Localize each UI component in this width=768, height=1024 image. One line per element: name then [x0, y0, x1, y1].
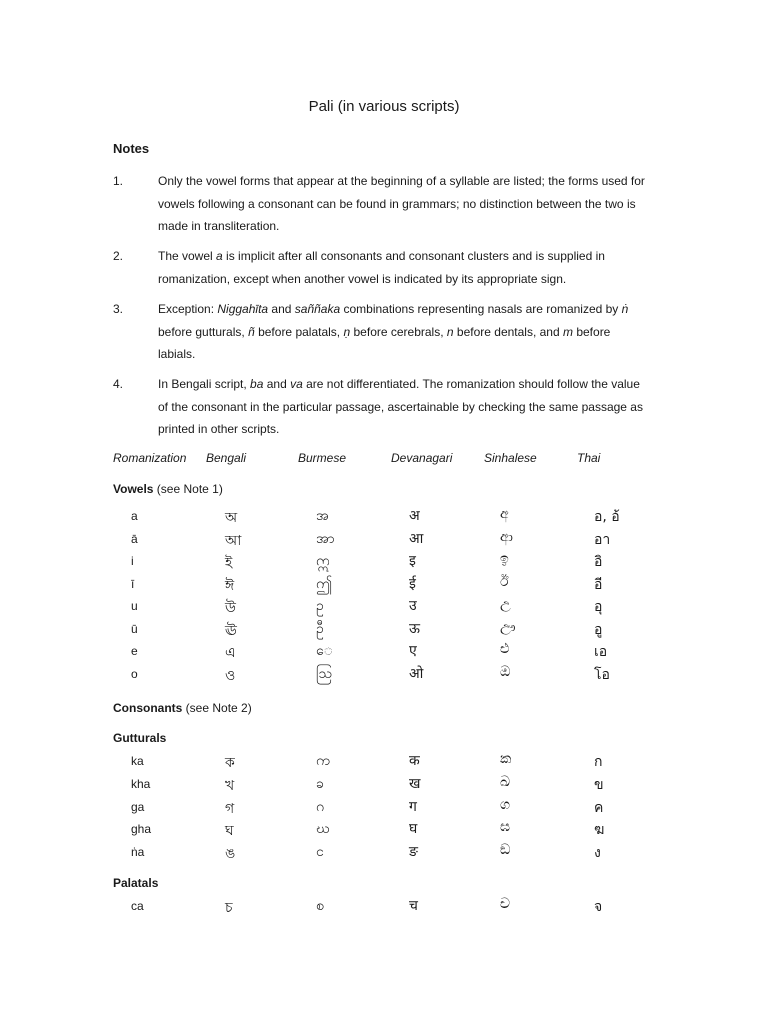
- script-glyph-cell: ඊ: [500, 573, 509, 590]
- romanization-cell: o: [131, 666, 138, 681]
- palatals-heading: Palatals: [113, 876, 159, 890]
- script-glyph-cell: อิ: [594, 554, 603, 570]
- script-glyph-cell: ฆ: [594, 822, 605, 839]
- table-row: [0, 773, 768, 799]
- table-row: [0, 618, 768, 644]
- script-glyph-cell: ग: [409, 798, 417, 815]
- note-number: 2.: [113, 249, 124, 263]
- script-glyph-cell: গ: [225, 800, 235, 817]
- table-row: [0, 796, 768, 822]
- script-glyph-cell: ค: [594, 799, 604, 816]
- script-glyph-cell: ए: [409, 643, 417, 659]
- romanization-cell: gha: [131, 822, 152, 837]
- script-glyph-cell: ေ: [316, 643, 333, 659]
- script-glyph-cell: อุ: [594, 599, 603, 615]
- table-row: [0, 751, 768, 776]
- romanization-cell: ū: [131, 621, 138, 636]
- note-number: 1.: [113, 174, 124, 188]
- script-glyph-cell: ဣ: [316, 553, 330, 569]
- script-glyph-cell: ঙ: [225, 846, 236, 863]
- romanization-cell: ca: [131, 899, 144, 913]
- note-number: 3.: [113, 302, 124, 316]
- romanization-cell: ga: [131, 799, 145, 814]
- table-row: [0, 596, 768, 621]
- table-header: [0, 451, 768, 469]
- notes-heading: Notes: [113, 141, 150, 156]
- romanization-cell: a: [131, 509, 138, 523]
- table-row: [0, 896, 768, 921]
- script-glyph-cell: অ: [225, 510, 238, 526]
- script-glyph-cell: আ: [225, 532, 242, 549]
- script-glyph-cell: ဦ: [316, 620, 324, 637]
- script-glyph-cell: อี: [594, 576, 603, 593]
- script-glyph-cell: अ: [409, 508, 420, 524]
- gutturals-heading: Gutturals: [113, 731, 167, 745]
- script-glyph-cell: ও: [225, 667, 236, 684]
- note-text: The vowel a is implicit after all consonants and consonant clusters and is supplied in romanization, except when another vowel is indicated by its appropriate sign.: [158, 249, 605, 286]
- table-row: [0, 573, 768, 599]
- table-row: [0, 551, 768, 576]
- column-header: Sinhalese: [484, 451, 537, 465]
- script-glyph-cell: ဤ: [316, 575, 333, 592]
- column-header: Romanization: [113, 451, 187, 465]
- table-row: [0, 842, 768, 867]
- script-glyph-cell: ঘ: [225, 823, 234, 840]
- script-glyph-cell: จ: [594, 899, 603, 915]
- script-glyph-cell: อา: [594, 531, 611, 548]
- script-glyph-cell: ဥ: [316, 598, 324, 614]
- script-glyph-cell: อ, อ้: [594, 509, 620, 525]
- script-glyph-cell: อู: [594, 621, 603, 638]
- script-glyph-cell: အ: [316, 508, 329, 524]
- script-glyph-cell: ก: [594, 754, 603, 770]
- script-glyph-cell: เอ: [594, 644, 608, 660]
- note-text: In Bengali script, ba and va are not differentiated. The romanization should follow the value of the consonant in the particular passage, ascertainable by checking the same passage as printed in other scripts.: [158, 377, 643, 436]
- script-glyph-cell: ง: [594, 845, 601, 862]
- script-glyph-cell: ච: [500, 896, 511, 912]
- page-title: Pali (in various scripts): [308, 98, 460, 115]
- script-glyph-cell: ओ: [409, 665, 424, 682]
- table-row: [0, 641, 768, 666]
- romanization-cell: ā: [131, 531, 138, 546]
- vowels-heading: Vowels (see Note 1): [113, 482, 223, 496]
- script-glyph-cell: आ: [409, 530, 424, 547]
- script-glyph-cell: ඞ: [500, 842, 511, 859]
- script-glyph-cell: ข: [594, 776, 604, 793]
- script-glyph-cell: โอ: [594, 666, 610, 683]
- column-header: Bengali: [206, 451, 247, 465]
- script-glyph-cell: ඉ: [500, 551, 509, 567]
- consonants-heading: Consonants (see Note 2): [113, 701, 252, 715]
- script-glyph-cell: ඔ: [500, 663, 511, 680]
- script-glyph-cell: ই: [225, 555, 233, 571]
- script-glyph-cell: উ: [225, 600, 236, 616]
- script-glyph-cell: စ: [316, 898, 324, 914]
- script-glyph-cell: ග: [500, 796, 511, 813]
- script-glyph-cell: চ: [225, 900, 233, 916]
- script-glyph-cell: င: [316, 844, 324, 861]
- script-glyph-cell: এ: [225, 645, 236, 661]
- romanization-cell: ka: [131, 754, 144, 768]
- script-glyph-cell: ङ: [409, 844, 418, 861]
- romanization-cell: e: [131, 644, 138, 658]
- script-glyph-cell: ඝ: [500, 819, 511, 836]
- script-glyph-cell: က: [316, 753, 330, 769]
- script-glyph-cell: ဂ: [316, 798, 324, 815]
- script-glyph-cell: ई: [409, 575, 416, 592]
- note-text: Only the vowel forms that appear at the beginning of a syllable are listed; the forms used for vowels following a consonant can be found in grammars; no distinction between the two is made in transliteration.: [158, 174, 645, 233]
- script-glyph-cell: ঈ: [225, 577, 235, 594]
- table-row: [0, 506, 768, 531]
- script-glyph-cell: খ: [225, 777, 235, 794]
- script-glyph-cell: ခ: [316, 775, 324, 792]
- romanization-cell: ī: [131, 576, 135, 591]
- romanization-cell: i: [131, 554, 134, 568]
- romanization-cell: u: [131, 599, 138, 613]
- note-text: Exception: Niggahīta and saññaka combinations representing nasals are romanized by ṅ before gutturals, ñ before palatals, ṇ before cerebrals, n before dentals, and m before labials.: [158, 302, 629, 361]
- script-glyph-cell: च: [409, 898, 418, 914]
- column-header: Devanagari: [391, 451, 453, 465]
- script-glyph-cell: ဩ: [316, 665, 332, 682]
- table-row: [0, 528, 768, 554]
- script-glyph-cell: इ: [409, 553, 416, 569]
- romanization-cell: kha: [131, 776, 151, 791]
- table-row: [0, 819, 768, 844]
- script-glyph-cell: ආ: [500, 528, 513, 545]
- script-glyph-cell: ဃ: [316, 821, 330, 838]
- script-glyph-cell: ඛ: [500, 773, 511, 790]
- script-glyph-cell: ক: [225, 755, 235, 771]
- column-header: Burmese: [298, 451, 347, 465]
- column-header: Thai: [577, 451, 601, 465]
- script-glyph-cell: အာ: [316, 530, 335, 547]
- script-glyph-cell: घ: [409, 821, 418, 838]
- romanization-cell: ṅa: [131, 845, 145, 860]
- script-glyph-cell: එ: [500, 641, 510, 657]
- note-number: 4.: [113, 377, 124, 391]
- script-glyph-cell: ख: [409, 775, 421, 792]
- table-row: [0, 663, 768, 689]
- script-glyph-cell: උ: [500, 596, 511, 612]
- script-glyph-cell: ঊ: [225, 622, 237, 639]
- script-glyph-cell: ක: [500, 751, 512, 767]
- script-glyph-cell: क: [409, 753, 420, 769]
- script-glyph-cell: ऊ: [409, 620, 420, 637]
- script-glyph-cell: ඌ: [500, 618, 516, 635]
- script-glyph-cell: उ: [409, 598, 417, 614]
- script-glyph-cell: අ: [500, 506, 509, 522]
